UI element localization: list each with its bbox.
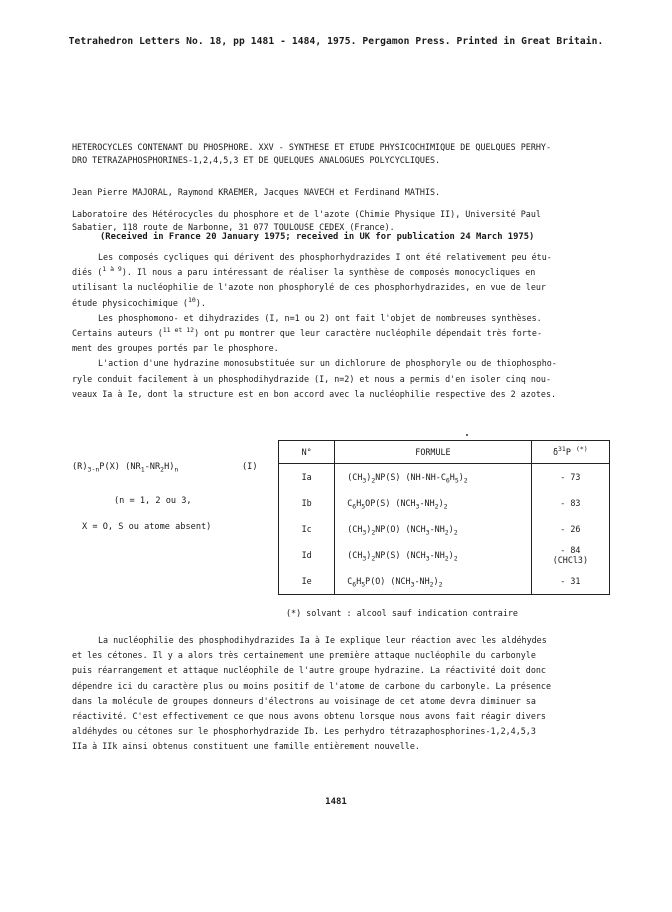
formula-sub: n [174, 465, 179, 474]
paragraph-line: ment des groupes portés par le phosphore. [72, 343, 279, 354]
formula-part: H [356, 576, 362, 586]
article-title [72, 141, 620, 167]
formula-sub: 2 [453, 554, 458, 563]
formula-part: (CH [347, 550, 363, 560]
author-list [72, 186, 620, 199]
formula-sub: 6 [352, 502, 357, 511]
paragraph-line: L'action d'une hydrazine monosubstituée sur un dichlorure de phosphoryle ou de thiophospho- [98, 358, 557, 369]
formula-sub: 5 [361, 580, 366, 589]
formula-sub: 3 [415, 502, 420, 511]
compound-id: Ie [279, 568, 335, 595]
compound-id: Ib [279, 490, 335, 516]
print-speck [466, 434, 468, 436]
table-row [279, 542, 610, 568]
formula-part: -NH [414, 576, 430, 586]
mass-number: 31 [558, 445, 566, 454]
formula-sub: 5 [361, 502, 366, 511]
formula-part: ) [366, 550, 372, 560]
citation-ref: 10 [187, 295, 196, 304]
text-span: diés ( [72, 267, 103, 278]
table-row [279, 516, 610, 542]
compound-formula [335, 542, 531, 568]
text-span: ). Il nous a paru intéressant de réaliser la synthèse de composés monocycliques en [121, 267, 536, 278]
chemical-shift [531, 542, 609, 568]
formula-sub: 3 [425, 528, 430, 537]
n-range: (n = 1, 2 ou 3, [114, 496, 192, 506]
formula-part: ) [366, 472, 372, 482]
formula-sub: 2 [453, 528, 458, 537]
formula-sub: 1 [140, 465, 145, 474]
formula-part: ) [458, 472, 464, 482]
citation-ref: 11 et 12 [162, 326, 195, 335]
paragraph-line: Les phosphomono- et dihydrazides (I, n=1 ou 2) ont fait l'objet de nombreuses synthèses. [98, 312, 542, 323]
formula-sub: 2 [434, 502, 439, 511]
chemical-shift [531, 568, 609, 595]
table-footnote: (*) solvant : alcool sauf indication contraire [286, 608, 518, 618]
formula-part: C [347, 498, 353, 508]
paragraph-line: puis réarrangement et attaque nucléophile de l'autre groupe hydrazine. La réactivité doit donc [72, 665, 546, 676]
paragraph-line: IIa à IIk ainsi obtenus constituent une famille entièrement nouvelle. [72, 741, 420, 752]
compound-id: Ic [279, 516, 335, 542]
formula-part: H [449, 472, 455, 482]
affiliation-line: Laboratoire des Hétérocycles du phosphore et de l'azote (Chimie Physique II), Université Paul [72, 209, 541, 219]
table-row [279, 490, 610, 516]
header-no: N° [279, 441, 335, 464]
formula-sub: 3 [410, 580, 415, 589]
formula-sub: 5 [454, 476, 459, 485]
compound-formula [335, 568, 531, 595]
title-line: HETEROCYCLES CONTENANT DU PHOSPHORE. XXV - SYNTHESE ET ETUDE PHYSICOCHIMIQUE DE QUELQUES PERHY- [72, 142, 552, 152]
formula-sub: 2 [444, 528, 449, 537]
formula-sub: 3-n [87, 465, 100, 474]
compound-formula [335, 490, 531, 516]
formula-sub: 2 [160, 465, 165, 474]
formula-sub: 2 [443, 502, 448, 511]
paragraph-line: utilisant la nucléophilie de l'azote non phosphorylé de ces phosphorhydrazides, en vue de leur [72, 282, 546, 293]
element-symbol: P [565, 447, 571, 457]
formula-part: -NR [144, 462, 161, 472]
formula-part: ) [448, 550, 454, 560]
formula-part: NP(O) (NCH [375, 524, 426, 534]
formula-part: ) [433, 576, 439, 586]
formula-part: ) [366, 524, 372, 534]
shift-value: - 83 [560, 498, 581, 508]
citation-ref: 1 à 9 [102, 265, 122, 274]
formula-part: C [347, 576, 353, 586]
text-span: Certains auteurs ( [72, 328, 163, 339]
formula-sub: 2 [371, 554, 376, 563]
shift-value: - 84 [560, 545, 581, 555]
formula-part: ) [438, 498, 444, 508]
paragraph-line [72, 265, 620, 280]
text-span: ). [195, 297, 206, 308]
formula-part: H [356, 498, 362, 508]
header-formule: FORMULE [335, 441, 531, 464]
chemical-shift [531, 490, 609, 516]
paragraph-line: et les cétones. Il y a alors très certainement une première attaque nucléophile du carbonyle [72, 650, 536, 661]
affiliation [72, 208, 620, 234]
formula-part: P(X) (NR [99, 462, 141, 472]
formula-sub: 6 [445, 476, 450, 485]
paragraph-line: dans la molécule de groupes donneurs d'électrons au voisinage de cet atome devra diminuer sa [72, 695, 536, 706]
text-span: ) ont pu montrer que leur caractère nucléophile dépendait très forte- [194, 328, 542, 339]
paragraph-line: aldéhydes ou cétones sur le phosphorhydrazide Ib. Les perhydro tétrazaphosphorines-1,2,4,5,3 [72, 726, 536, 737]
journal-header: Tetrahedron Letters No. 18, pp 1481 - 1484, 1975. Pergamon Press. Printed in Great Britain. [68, 36, 604, 47]
general-formula [72, 461, 178, 473]
formula-part: (R) [72, 462, 88, 472]
formula-part: (CH [347, 472, 363, 482]
formula-part: -NH [429, 524, 445, 534]
title-line: DRO TETRAZAPHOSPHORINES-1,2,4,5,3 ET DE QUELQUES ANALOGUES POLYCYCLIQUES. [72, 155, 441, 165]
paragraph-line: dépendre ici du caractère plus ou moins positif de l'atome de carbone du carbonyle. La présence [72, 680, 552, 691]
formula-sub: 3 [362, 528, 367, 537]
footnote-mark: (*) [575, 445, 588, 454]
shift-solvent: (CHCl3) [552, 555, 588, 565]
formula-sub: 3 [425, 554, 430, 563]
formula-part: (CH [347, 524, 363, 534]
formula-part: -NH [419, 498, 435, 508]
table-row [279, 464, 610, 491]
formula-part: P(O) (NCH [365, 576, 411, 586]
shift-value: - 73 [560, 472, 581, 482]
text-span: étude physicochimique ( [72, 297, 188, 308]
page-number: 1481 [325, 797, 347, 807]
chemical-shift [531, 516, 609, 542]
formula-part: -NH [429, 550, 445, 560]
received-dates: (Received in France 20 January 1975; received in UK for publication 24 March 1975) [100, 232, 535, 242]
compound-table [278, 440, 610, 595]
formula-part: ) [448, 524, 454, 534]
paragraph-line [72, 296, 620, 311]
shift-value: - 26 [560, 524, 581, 534]
intro-text [72, 250, 620, 402]
formula-part: NP(S) (NH-NH-C [375, 472, 446, 482]
paragraph-line: veaux Ia à Ie, dont la structure est en bon accord avec la nucléophilie respective des 2 azotes. [72, 388, 557, 399]
compound-formula [335, 464, 531, 491]
compound-formula [335, 516, 531, 542]
formula-sub: 2 [429, 580, 434, 589]
table-row [279, 568, 610, 595]
header-shift [531, 441, 609, 464]
formula-sub: 2 [371, 528, 376, 537]
formula-sub: 2 [371, 476, 376, 485]
formula-sub: 2 [444, 554, 449, 563]
authors-text: Jean Pierre MAJORAL, Raymond KRAEMER, Jacques NAVECH et Ferdinand MATHIS. [72, 187, 441, 197]
formula-sub: 2 [438, 580, 443, 589]
formula-sub: 2 [463, 476, 468, 485]
paragraph-line: La nucléophilie des phosphodihydrazides Ia à Ie explique leur réaction avec les aldéhydes [98, 635, 547, 645]
paragraph-line: Les composés cycliques qui dérivent des phosphorhydrazides I ont été relativement peu étu- [98, 252, 552, 262]
paragraph-line [72, 326, 620, 341]
discussion-text [72, 633, 620, 755]
formula-part: H) [164, 462, 175, 472]
formula-part: OP(S) (NCH [365, 498, 416, 508]
paragraph-line: ryle conduit facilement à un phosphodihydrazide (I, n=2) et nous a permis d'en isoler cinq nou- [72, 373, 552, 384]
formula-sub: 6 [352, 580, 357, 589]
formula-sub: 3 [362, 554, 367, 563]
compound-id: Id [279, 542, 335, 568]
formula-part: NP(S) (NCH [375, 550, 426, 560]
table-header-row [279, 441, 610, 464]
affiliation-line: Sabatier, 118 route de Narbonne, 31 077 TOULOUSE CEDEX (France). [72, 222, 395, 232]
formula-tag: (I) [242, 462, 258, 472]
x-definition: X = O, S ou atome absent) [82, 522, 212, 532]
chemical-shift [531, 464, 609, 491]
delta-symbol: δ [552, 447, 559, 457]
paragraph-line: réactivité. C'est effectivement ce que nous avons obtenu lorsque nous avons fait réagir divers [72, 711, 546, 722]
shift-value: - 31 [560, 576, 581, 586]
formula-sub: 3 [362, 476, 367, 485]
compound-id: Ia [279, 464, 335, 491]
